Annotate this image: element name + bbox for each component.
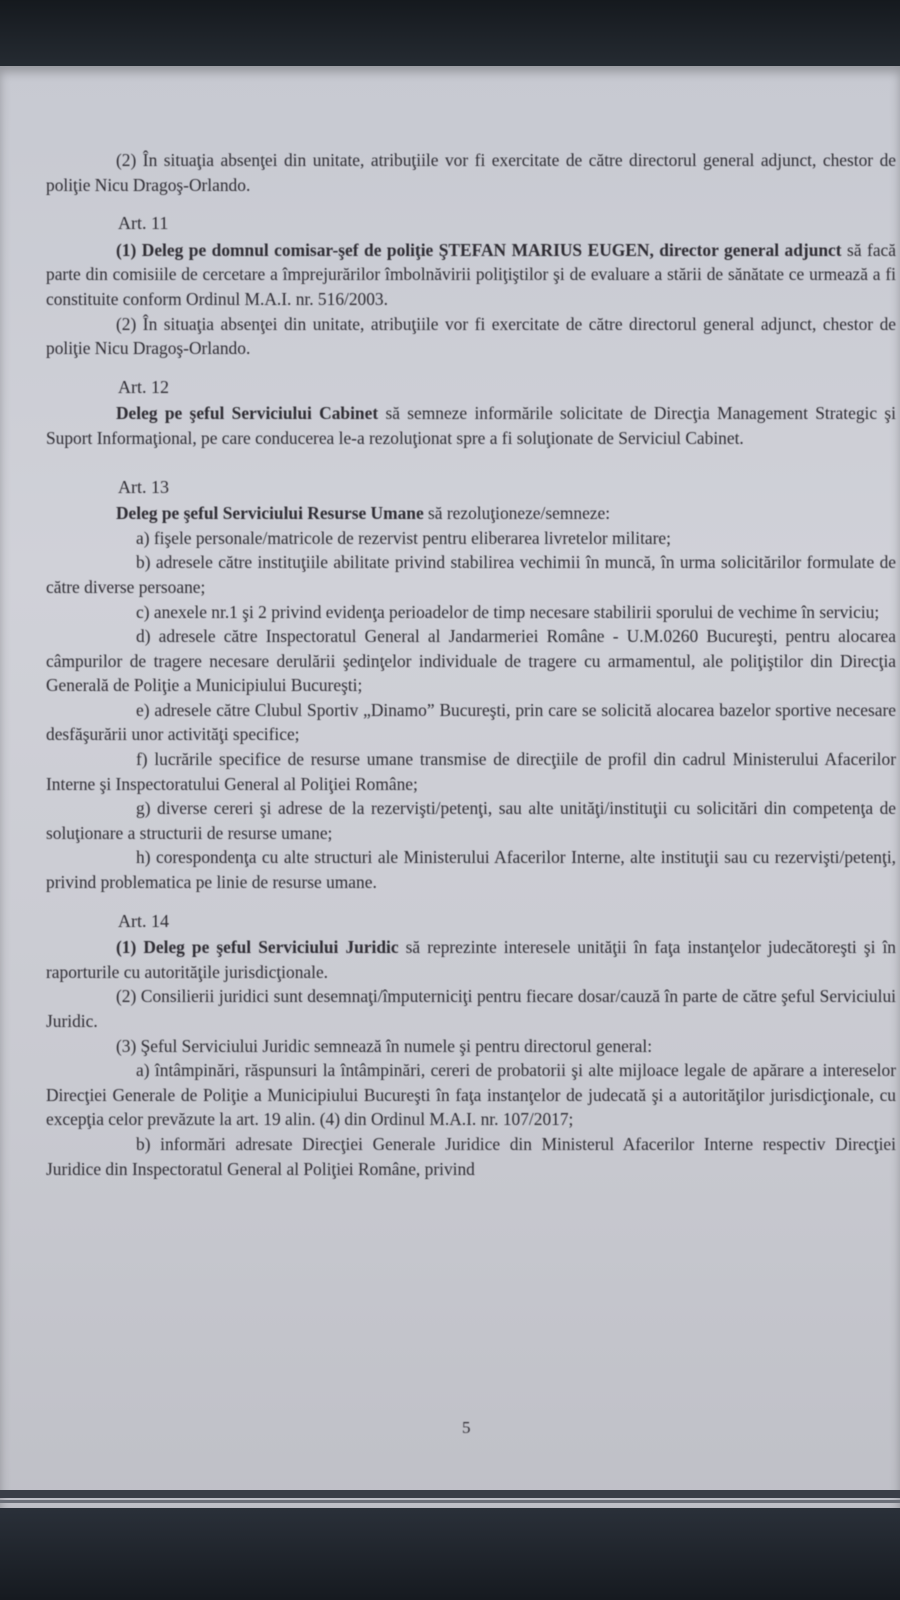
page-bottom-edge-light xyxy=(0,1500,900,1503)
background-bottom xyxy=(0,1508,900,1600)
article-13-title: Art. 13 xyxy=(118,476,169,497)
article-14-paragraph-1 xyxy=(46,935,896,984)
article-14-paragraph-2: (2) Consilierii juridici sunt desemnaţi/împuterniciţi pentru fiecare dosar/cauză în parte de către şeful Serviciului Juridic. xyxy=(46,986,896,1031)
article-14-paragraph-3: (3) Şeful Serviciului Juridic semnează în numele şi pentru directorul general: xyxy=(116,1035,653,1056)
article-14-item-b: b) informări adresate Direcţiei Generale Juridice din Ministerul Afacerilor Interne respectiv Direcţiei Juridice din Inspectoratul General al Poliţiei Române, privind xyxy=(46,1133,896,1179)
article-13-item-e: e) adresele către Clubul Sportiv „Dinamo” Bucureşti, prin care se solicită alocarea bazelor sportive necesare desfăşurării unor activităţi specifice; xyxy=(46,699,896,745)
background-top xyxy=(0,0,900,72)
article-14-title: Art. 14 xyxy=(118,910,169,931)
article-13-paragraph xyxy=(46,501,896,526)
article-12-paragraph xyxy=(46,401,896,450)
article-13-item-d: d) adresele către Inspectoratul General al Jandarmeriei Române - U.M.0260 Bucureşti, pentru alocarea câmpurilor de tragere necesare derulării şedinţelor individuale de tragere cu armamentul, ale poliţiştilor din Direcţia Generală de Poliţie a Municipiului Bucureşti; xyxy=(46,626,896,696)
article-12-title: Art. 12 xyxy=(118,376,169,397)
paragraph-absence-1: (2) În situaţia absenţei din unitate, atribuţiile vor fi exercitate de către directorul general adjunct, chestor de poliţie Nicu Dragoş-Orlando. xyxy=(46,150,896,195)
article-13-item-f: f) lucrările specifice de resurse umane transmise de direcţiile de profil din cadrul Ministerului Afacerilor Interne şi Inspectoratului General al Poliţiei Române; xyxy=(46,749,896,794)
article-11-bold-text: (1) Deleg pe domnul comisar-şef de poliţie ŞTEFAN MARIUS EUGEN, director general adjunct xyxy=(116,239,842,260)
article-11-text: să facă parte din comisiile de cercetare a împrejurărilor îmbolnăvirii poliţiştilor şi de evaluare a stării de sănătate ce urmează a fi constituite conform Ordinul M.A.I. nr. 516/2003. xyxy=(46,239,896,309)
article-11-paragraph-1 xyxy=(46,238,896,312)
article-13-item-g: g) diverse cereri şi adrese de la rezervişti/petenţi, sau alte unităţi/instituţii cu solicitări din competenţa de soluţionare a structurii de resurse umane; xyxy=(46,798,896,843)
article-14-bold-text: (1) Deleg pe şeful Serviciului Juridic xyxy=(116,937,399,958)
article-14-text: să reprezinte interesele unităţii în faţa instanţelor judecătoreşti şi în raporturile cu autorităţile jurisdicţionale. xyxy=(46,937,897,982)
article-13-item-b: b) adresele către instituţiile abilitate privind stabilirea vechimii în muncă, în urma solicitărilor formulate de către diverse persoane; xyxy=(46,552,896,597)
document-body xyxy=(46,88,896,1181)
page-number: 5 xyxy=(462,1418,471,1437)
article-13-text: să rezoluţioneze/semneze: xyxy=(423,503,611,524)
page-bottom-edge xyxy=(0,1490,900,1498)
article-13-item-a: a) fişele personale/matricole de rezervist pentru eliberarea livretelor militare; xyxy=(136,527,671,548)
article-13-item-h: h) corespondenţa cu alte structuri ale Ministerului Afacerilor Interne, alte instituţii sau cu rezervişti/petenţi, privind problematica pe linie de resurse umane. xyxy=(46,847,896,893)
article-12-text: să semneze informările solicitate de Direcţia Management Strategic şi Suport Informaţional, pe care conducerea le-a rezoluţionat spre a fi soluţionate de Serviciul Cabinet. xyxy=(46,403,896,448)
article-11-title: Art. 11 xyxy=(118,213,169,234)
article-14-item-a: a) întâmpinări, răspunsuri la întâmpinări, cereri de probatorii şi alte mijloace legale de apărare a intereselor Direcţiei Generale de Poliţie a Municipiului Bucureşti în faţa instanţelor de judecată şi a autorităţilor jurisdicţionale, cu excepţia celor prevăzute la art. 19 alin. (4) din Ordinul M.A.I. nr. 107/2017; xyxy=(46,1060,896,1130)
article-11-paragraph-2: (2) În situaţia absenţei din unitate, atribuţiile vor fi exercitate de către directorul general adjunct, chestor de poliţie Nicu Dragoş-Orlando. xyxy=(46,313,896,359)
article-12-bold-text: Deleg pe şeful Serviciului Cabinet xyxy=(116,403,379,424)
article-13-bold-text: Deleg pe şeful Serviciului Resurse Umane xyxy=(116,503,424,524)
article-13-item-c: c) anexele nr.1 şi 2 privind evidenţa perioadelor de timp necesare stabilirii sporului de vechime în serviciu; xyxy=(136,601,880,622)
